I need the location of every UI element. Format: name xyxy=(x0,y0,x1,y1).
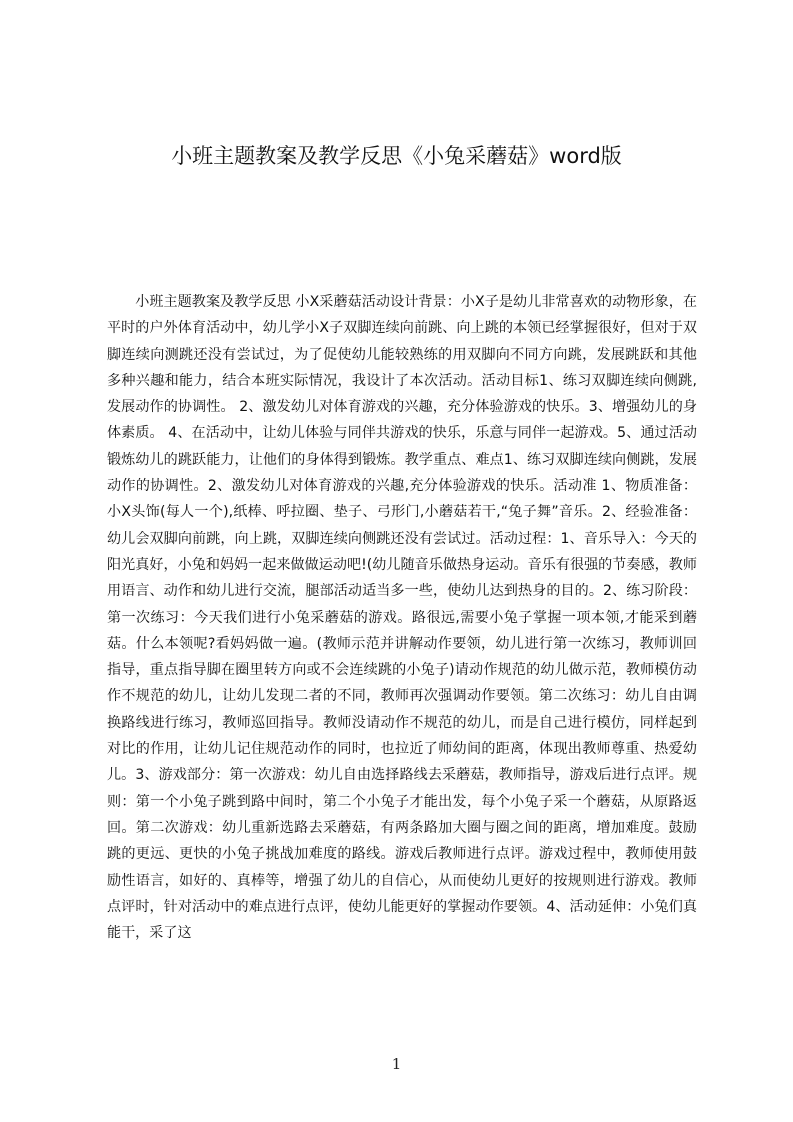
body-paragraph: 小班主题教案及教学反思 小X采蘑菇活动设计背景：小X子是幼儿非常喜欢的动物形象，在平时的户外体育活动中，幼儿学小X子双脚连续向前跳、向上跳的本领已经掌握很好，但对于双脚连续向测跳还没有尝试过，为了促使幼儿能较熟练的用双脚向不同方向跳，发展跳跃和其他多种兴趣和能力，结合本班实际情况，我设计了本次活动。活动目标1、练习双脚连续向侧跳,发展动作的协调性。 2、激发幼儿对体育游戏的兴趣，充分体验游戏的快乐。3、增强幼儿的身体素质。 4、在活动中，让幼儿体验与同伴共游戏的快乐，乐意与同伴一起游戏。5、通过活动锻炼幼儿的跳跃能力，让他们的身体得到锻炼。教学重点、难点1、练习双脚连续向侧跳，发展动作的协调性。2、激发幼儿对体育游戏的兴趣,充分体验游戏的快乐。活动准 1、物质准备：小X头饰(每人一个),纸棒、呼拉圈、垫子、弓形门,小蘑菇若干,“兔子舞”音乐。2、经验准备：幼儿会双脚向前跳，向上跳，双脚连续向侧跳还没有尝试过。活动过程：1、音乐导入：今天的阳光真好，小兔和妈妈一起来做做运动吧!(幼儿随音乐做热身运动。音乐有很强的节奏感，教师用语言、动作和幼儿进行交流，腿部活动适当多一些，使幼儿达到热身的目的。2、练习阶段：第一次练习：今天我们进行小兔采蘑菇的游戏。路很远,需要小兔子掌握一项本领,才能采到蘑菇。什么本领呢?看妈妈做一遍。(教师示范并讲解动作要领，幼儿进行第一次练习，教师训回指导，重点指导脚在圈里转方向或不会连续跳的小兔子)请动作规范的幼儿做示范，教师模仿动作不规范的幼儿，让幼儿发现二者的不同，教师再次强调动作要领。第二次练习：幼儿自由调换路线进行练习，教师巡回指导。教师没请动作不规范的幼儿，而是自己进行模仿，同样起到对比的作用，让幼儿记住规范动作的同时，也拉近了师幼间的距离，体现出教师尊重、热爱幼儿。3、游戏部分：第一次游戏：幼儿自由选择路线去采蘑菇，教师指导，游戏后进行点评。规则：第一个小兔子跳到路中间时，第二个小兔子才能出发，每个小兔子采一个蘑菇，从原路返回。第二次游戏：幼儿重新选路去采蘑菇，有两条路加大圈与圈之间的距离，增加难度。鼓励跳的更远、更快的小兔子挑战加难度的路线。游戏后教师进行点评。游戏过程中，教师使用鼓励性语言，如好的、真棒等，增强了幼儿的自信心，从而使幼儿更好的按规则进行游戏。教师点评时，针对活动中的难点进行点评，使幼儿能更好的掌握动作要领。4、活动延伸：小兔们真能干，采了这 xyxy=(107,294,697,942)
page-number: 1 xyxy=(391,1055,402,1073)
document-title: 小班主题教案及教学反思《小兔采蘑菇》word版 xyxy=(171,144,622,168)
document-body xyxy=(107,289,697,942)
